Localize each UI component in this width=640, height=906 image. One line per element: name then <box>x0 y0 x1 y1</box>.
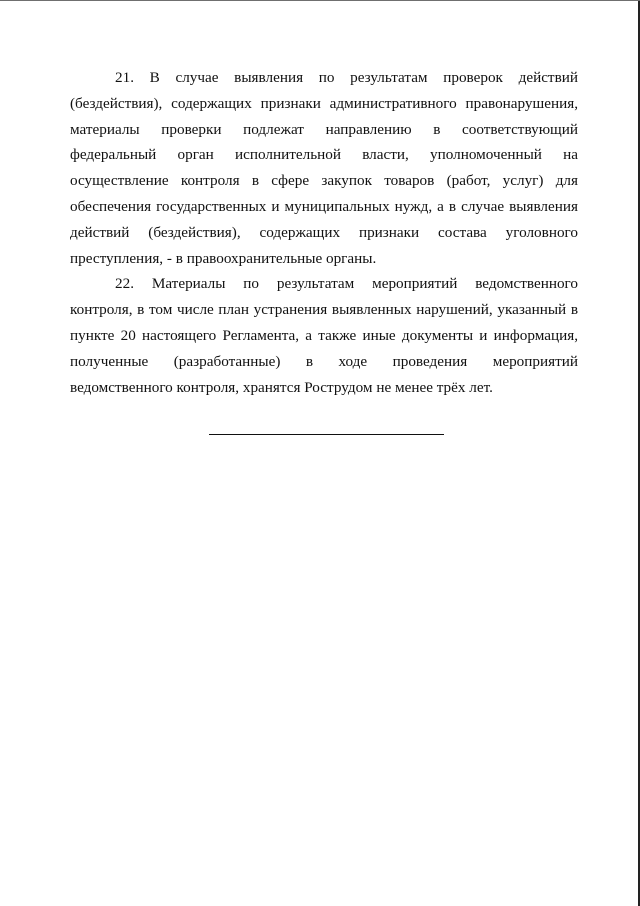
paragraph-21 <box>70 65 578 271</box>
closing-horizontal-rule <box>209 434 444 435</box>
paragraph-22-line-2: контроля, в том числе план устранения выявленных нарушений, указанный в <box>70 301 578 319</box>
paragraph-21-line-3: материалы проверки подлежат направлению в соответствующий <box>70 120 578 138</box>
paragraph-22-line-4: полученные (разработанные) в ходе проведения мероприятий <box>70 352 578 370</box>
paragraph-22-line-5: ведомственного контроля, хранятся Рострудом не менее трёх лет. <box>70 378 493 396</box>
paragraph-21-line-7: действий (бездействия), содержащих признаки состава уголовного <box>70 223 578 241</box>
paragraph-21-line-5: осуществление контроля в сфере закупок товаров (работ, услуг) для <box>70 172 578 190</box>
paragraph-21-line-1: 21. В случае выявления по результатам проверок действий <box>115 69 578 86</box>
paragraph-21-line-4: федеральный орган исполнительной власти, уполномоченный на <box>70 146 578 164</box>
paragraph-22-line-3: пункте 20 настоящего Регламента, а также иные документы и информация, <box>70 326 578 344</box>
paragraph-22-line-1: 22. Материалы по результатам мероприятий ведомственного <box>115 275 578 293</box>
paragraph-21-line-8: преступления, - в правоохранительные органы. <box>70 249 377 267</box>
paragraph-22 <box>70 271 578 400</box>
paragraph-21-line-2: (бездействия), содержащих признаки административного правонарушения, <box>70 94 578 112</box>
document-body <box>70 65 578 400</box>
paragraph-21-line-6: обеспечения государственных и муниципальных нужд, а в случае выявления <box>70 197 578 215</box>
